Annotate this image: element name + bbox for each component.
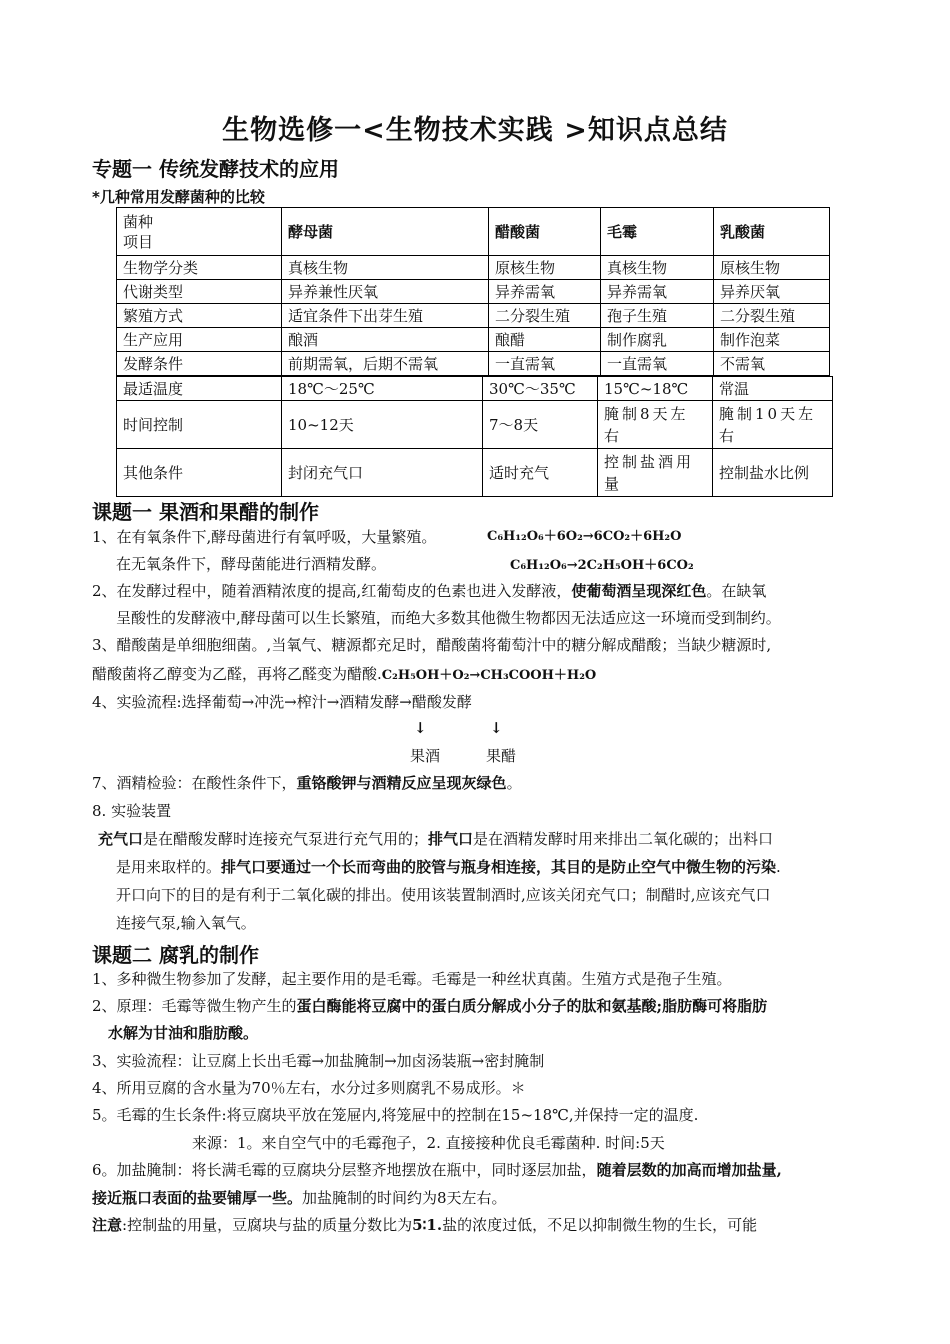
table-caption: *几种常用发酵菌种的比较 bbox=[92, 188, 265, 206]
table-cell: 原核生物 bbox=[714, 256, 830, 280]
equation: C₆H₁₂O₆＋6O₂→6CO₂＋6H₂O bbox=[487, 529, 682, 544]
paragraph bbox=[92, 1187, 507, 1209]
topic1-heading: 课题一 果酒和果醋的制作 bbox=[92, 500, 319, 524]
table-row bbox=[117, 449, 833, 497]
section-heading-1: 专题一 传统发酵技术的应用 bbox=[92, 157, 339, 181]
paragraph bbox=[98, 828, 773, 850]
table-cell: 异养需氧 bbox=[489, 280, 601, 304]
header-cell: 毛霉 bbox=[601, 208, 714, 256]
table-cell: 7～8天 bbox=[483, 401, 598, 449]
page-title: 生物选修一<生物技术实践 >知识点总结 bbox=[222, 115, 728, 146]
table-cell: 适宜条件下出芽生殖 bbox=[282, 304, 489, 328]
row-label: 发酵条件 bbox=[117, 352, 282, 376]
table-cell: 二分裂生殖 bbox=[714, 304, 830, 328]
table-cell: 真核生物 bbox=[601, 256, 714, 280]
comparison-table-continued bbox=[116, 376, 833, 497]
table-cell: 10~12天 bbox=[282, 401, 483, 449]
header-cell: 醋酸菌 bbox=[489, 208, 601, 256]
emphasis: 蛋白酶能将豆腐中的蛋白质分解成小分子的肽和氨基酸;脂肪酶可将脂肪 bbox=[296, 997, 768, 1015]
emphasis: 排气口要通过一个长而弯曲的胶管与瓶身相连接，其目的是防止空气中微生物的污染 bbox=[221, 858, 777, 876]
emphasis: 注意 bbox=[92, 1216, 123, 1234]
table-cell: 腌制10天左右 bbox=[713, 401, 833, 449]
table-cell: 制作泡菜 bbox=[714, 328, 830, 352]
emphasis: 接近瓶口表面的盐要铺厚一些。 bbox=[92, 1189, 303, 1207]
table-cell: 异养厌氧 bbox=[714, 280, 830, 304]
table-row bbox=[117, 304, 830, 328]
paragraph: 呈酸性的发酵液中,酵母菌可以生长繁殖，而绝大多数其他微生物都因无法适应这一环境而受到制约。 bbox=[116, 609, 781, 627]
table-cell: 30℃～35℃ bbox=[483, 377, 598, 401]
paragraph bbox=[92, 663, 596, 687]
flow-output: 果酒 bbox=[410, 747, 441, 765]
paragraph bbox=[92, 772, 522, 794]
table-cell: 异养需氧 bbox=[601, 280, 714, 304]
paragraph bbox=[92, 580, 766, 602]
table-cell: 封闭充气口 bbox=[282, 449, 483, 497]
table-cell: 酿醋 bbox=[489, 328, 601, 352]
flow-output: 果醋 bbox=[486, 747, 517, 765]
paragraph: 5。毛霉的生长条件:将豆腐块平放在笼屉内,将笼屉中的控制在15~18℃,并保持一定的温度. bbox=[92, 1106, 699, 1124]
text: 6。加盐腌制：将长满毛霉的豆腐块分层整齐地摆放在瓶中，同时逐层加盐， bbox=[92, 1161, 597, 1179]
table-cell: 适时充气 bbox=[483, 449, 598, 497]
flow-arrow: ↓ bbox=[414, 719, 427, 737]
emphasis: 5∶1. bbox=[412, 1216, 443, 1234]
paragraph: 开口向下的目的是有利于二氧化碳的排出。使用该装置制酒时,应该关闭充气口；制醋时,应该充气口 bbox=[116, 886, 771, 904]
paragraph bbox=[92, 1159, 782, 1181]
equation: C₆H₁₂O₆→2C₂H₅OH＋6CO₂ bbox=[510, 558, 694, 573]
paragraph: 1、在有氧条件下,酵母菌进行有氧呼吸，大量繁殖。 bbox=[92, 528, 437, 546]
comparison-table bbox=[116, 207, 830, 376]
equation: C₂H₅OH＋O₂→CH₃COOH＋H₂O bbox=[381, 668, 597, 683]
text: 是在醋酸发酵时连接充气泵进行充气用的； bbox=[143, 830, 429, 848]
row-label: 时间控制 bbox=[117, 401, 282, 449]
paragraph: 4、实验流程:选择葡萄→冲洗→榨汁→酒精发酵→醋酸发酵 bbox=[92, 693, 472, 711]
table-cell: 二分裂生殖 bbox=[489, 304, 601, 328]
text: . bbox=[776, 858, 781, 876]
row-label: 生产应用 bbox=[117, 328, 282, 352]
paragraph: 3、实验流程：让豆腐上长出毛霉→加盐腌制→加卤汤装瓶→密封腌制 bbox=[92, 1052, 545, 1070]
table-cell: 孢子生殖 bbox=[601, 304, 714, 328]
topic2-heading: 课题二 腐乳的制作 bbox=[92, 943, 259, 967]
text: 盐的浓度过低，不足以抑制微生物的生长，可能 bbox=[442, 1216, 758, 1234]
text: 2、在发酵过程中，随着酒精浓度的提高,红葡萄皮的色素也进入发酵液， bbox=[92, 582, 572, 600]
paragraph: 来源：1。来自空气中的毛霉孢子，2. 直接接种优良毛霉菌种. 时间:5天 bbox=[192, 1134, 665, 1152]
row-label: 其他条件 bbox=[117, 449, 282, 497]
paragraph: 1、多种微生物参加了发酵，起主要作用的是毛霉。毛霉是一种丝状真菌。生殖方式是孢子生殖。 bbox=[92, 970, 732, 988]
header-cell: 乳酸菌 bbox=[714, 208, 830, 256]
table-corner-cell bbox=[117, 208, 282, 256]
paragraph: 在无氧条件下，酵母菌能进行酒精发酵。 bbox=[116, 555, 387, 573]
corner-bottom: 项目 bbox=[123, 232, 154, 251]
text: 是在酒精发酵时用来排出二氧化碳的；出料口 bbox=[473, 830, 774, 848]
table-cell: 一直需氧 bbox=[489, 352, 601, 376]
table-row bbox=[117, 280, 830, 304]
row-label: 繁殖方式 bbox=[117, 304, 282, 328]
table-cell: 18℃～25℃ bbox=[282, 377, 483, 401]
table-cell: 制作腐乳 bbox=[601, 328, 714, 352]
row-label: 生物学分类 bbox=[117, 256, 282, 280]
table-row bbox=[117, 328, 830, 352]
paragraph: 8. 实验装置 bbox=[92, 802, 172, 820]
paragraph bbox=[92, 1214, 757, 1236]
corner-top: 菌种 bbox=[123, 212, 154, 231]
table-cell: 原核生物 bbox=[489, 256, 601, 280]
table-cell: 一直需氧 bbox=[601, 352, 714, 376]
header-cell: 酵母菌 bbox=[282, 208, 489, 256]
table-row bbox=[117, 352, 830, 376]
text: 2、原理：毛霉等微生物产生的 bbox=[92, 997, 297, 1015]
table-cell: 不需氧 bbox=[714, 352, 830, 376]
text: 是用来取样的。 bbox=[116, 858, 222, 876]
text: 加盐腌制的时间约为8天左右。 bbox=[302, 1189, 507, 1207]
table-cell: 真核生物 bbox=[282, 256, 489, 280]
emphasis: 排气口 bbox=[428, 830, 474, 848]
emphasis: 充气口 bbox=[98, 830, 144, 848]
table-cell: 腌制8天左右 bbox=[598, 401, 713, 449]
row-label: 最适温度 bbox=[117, 377, 282, 401]
flow-arrow: ↓ bbox=[490, 719, 503, 737]
text: 7、酒精检验：在酸性条件下， bbox=[92, 774, 297, 792]
paragraph bbox=[92, 995, 767, 1017]
paragraph: 水解为甘油和脂肪酸。 bbox=[108, 1024, 259, 1042]
paragraph: 3、醋酸菌是单细胞细菌。,当氧气、糖源都充足时，醋酸菌将葡萄汁中的糖分解成醋酸；当缺少糖源时, bbox=[92, 636, 772, 654]
table-cell: 控制盐水比例 bbox=[713, 449, 833, 497]
table-cell: 异养兼性厌氧 bbox=[282, 280, 489, 304]
table-row bbox=[117, 377, 833, 401]
emphasis: 重铬酸钾与酒精反应呈现灰绿色 bbox=[296, 774, 507, 792]
table-row bbox=[117, 401, 833, 449]
table-cell: 常温 bbox=[713, 377, 833, 401]
paragraph: 连接气泵,输入氧气。 bbox=[116, 914, 256, 932]
table-cell: 前期需氧，后期不需氧 bbox=[282, 352, 489, 376]
emphasis: 随着层数的加高而增加盐量, bbox=[596, 1161, 782, 1179]
text: 。 bbox=[506, 774, 522, 792]
table-cell: 酿酒 bbox=[282, 328, 489, 352]
table-row bbox=[117, 256, 830, 280]
paragraph: 4、所用豆腐的含水量为70％左右，水分过多则腐乳不易成形。＊ bbox=[92, 1079, 526, 1097]
table-cell: 控制盐酒用量 bbox=[598, 449, 713, 497]
paragraph bbox=[116, 856, 781, 878]
table-header-row bbox=[117, 208, 830, 256]
emphasis: 使葡萄酒呈现深红色 bbox=[571, 582, 707, 600]
table-cell: 15℃~18℃ bbox=[598, 377, 713, 401]
row-label: 代谢类型 bbox=[117, 280, 282, 304]
text: 醋酸菌将乙醇变为乙醛，再将乙醛变为醋酸. bbox=[92, 665, 382, 683]
text: :控制盐的用量，豆腐块与盐的质量分数比为 bbox=[122, 1216, 413, 1234]
text: 。在缺氧 bbox=[706, 582, 767, 600]
